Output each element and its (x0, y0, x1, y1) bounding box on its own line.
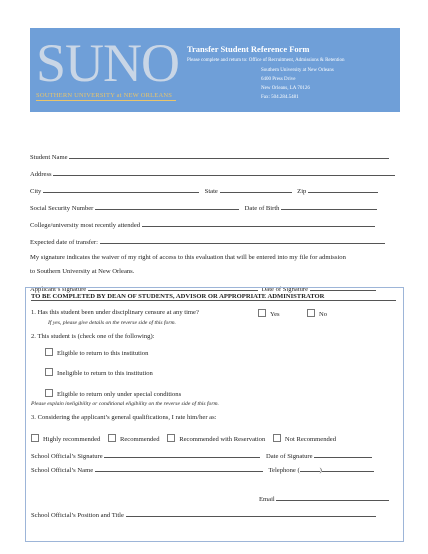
not-recommended-label: Not Recommended (284, 436, 337, 443)
eligible-checkbox[interactable] (45, 348, 53, 356)
ineligible-label: Ineligible to return to this institution (57, 370, 153, 377)
email-label: Email (259, 496, 275, 503)
student-name-field[interactable] (69, 152, 389, 159)
college-row (30, 220, 375, 229)
reservation-checkbox[interactable] (167, 434, 175, 442)
rate-reservation-option[interactable] (167, 436, 265, 443)
rate-highly-option[interactable] (31, 436, 100, 443)
recommended-label: Recommended (119, 436, 160, 443)
city-state-zip-row (30, 186, 378, 195)
dob-field[interactable] (281, 203, 377, 210)
email-row (259, 494, 389, 503)
college-label: College/university most recently attended (30, 222, 141, 229)
signature-date-label: Date of Signature (261, 286, 309, 293)
city-field[interactable] (43, 186, 199, 193)
official-date-field[interactable] (314, 451, 372, 458)
q2-option-conditional[interactable] (45, 389, 181, 398)
official-name-row (31, 465, 374, 474)
transfer-date-field[interactable] (100, 237, 385, 244)
return-instructions: Please complete and return to: Office of Recruitment, Admissions & Retention (187, 58, 345, 63)
logo-text: SUNO (36, 33, 180, 93)
q1-yes-label: Yes (270, 311, 280, 318)
position-row (31, 510, 376, 519)
section-divider (31, 300, 396, 301)
telephone-field[interactable] (319, 465, 374, 474)
address-line-4: Fax: 504.284.5481 (261, 95, 299, 100)
applicant-signature-label: Applicant’s signature (30, 286, 87, 293)
highly-recommended-label: Highly recommended (43, 436, 101, 443)
student-name-row (30, 152, 389, 161)
official-signature-label: School Official’s Signature (31, 453, 103, 460)
address-line-1: Southern University at New Orleans (261, 68, 334, 73)
official-signature-field[interactable] (104, 451, 260, 458)
address-line-3: New Orleans, LA 70126 (261, 86, 310, 91)
ineligible-checkbox[interactable] (45, 368, 53, 376)
transfer-date-row (30, 237, 385, 246)
eligible-label: Eligible to return to this institution (57, 350, 149, 357)
conditional-label: Eligible to return only under special conditions (57, 391, 182, 398)
logo-underline (36, 100, 176, 101)
official-signature-row (31, 451, 372, 460)
rating-options (31, 434, 336, 443)
position-label: School Official’s Position and Title (31, 512, 124, 519)
question-3: 3. Considering the applicant’s general qualifications, I rate him/her as: (31, 414, 217, 421)
logo-subtext: SOUTHERN UNIVERSITY at NEW ORLEANS (36, 92, 173, 99)
not-recommended-checkbox[interactable] (273, 434, 281, 442)
telephone-area-field[interactable] (300, 465, 320, 472)
zip-field[interactable] (308, 186, 378, 193)
highly-recommended-checkbox[interactable] (31, 434, 39, 442)
position-field[interactable] (126, 510, 376, 517)
q1-yes-checkbox[interactable] (258, 309, 266, 317)
state-label: State (204, 188, 218, 195)
q2-option-eligible[interactable] (45, 348, 148, 357)
conditional-checkbox[interactable] (45, 389, 53, 397)
ssn-field[interactable] (95, 203, 239, 210)
email-field[interactable] (276, 494, 389, 501)
official-name-field[interactable] (95, 465, 263, 472)
city-label: City (30, 188, 42, 195)
section-title: TO BE COMPLETED BY DEAN OF STUDENTS, ADVISOR OR APPROPRIATE ADMINISTRATOR (31, 293, 325, 300)
q2-note: Please explain ineligibility or conditional eligibility on the reverse side of this form. (31, 401, 219, 407)
student-name-label: Student Name (30, 154, 68, 161)
q1-no-option[interactable] (307, 309, 327, 318)
state-field[interactable] (220, 186, 292, 193)
question-2: 2. This student is (check one of the following): (31, 333, 155, 340)
waiver-text-1: My signature indicates the waiver of my right of access to this evaluation that will be entered into my file for admission (30, 254, 346, 261)
suno-logo (30, 28, 180, 112)
college-field[interactable] (142, 220, 375, 227)
official-date-label: Date of Signature (265, 453, 313, 460)
address-line-2: 6400 Press Drive (261, 77, 296, 82)
question-1: 1. Has this student been under disciplinary censure at any time? (31, 309, 199, 316)
q1-yes-option[interactable] (258, 309, 280, 318)
q2-option-ineligible[interactable] (45, 368, 153, 377)
header-banner (30, 28, 400, 112)
zip-label: Zip (297, 188, 307, 195)
dob-label: Date of Birth (244, 205, 280, 212)
rate-not-option[interactable] (273, 436, 336, 443)
recommended-checkbox[interactable] (108, 434, 116, 442)
q1-note: If yes, please give details on the reverse side of this form. (48, 320, 176, 326)
telephone-label: Telephone ( (268, 467, 300, 474)
q1-no-label: No (319, 311, 328, 318)
telephone-close-paren: ) (319, 467, 322, 474)
address-label: Address (30, 171, 52, 178)
ssn-dob-row (30, 203, 377, 212)
q1-no-checkbox[interactable] (307, 309, 315, 317)
ssn-label: Social Security Number (30, 205, 94, 212)
reservation-label: Recommended with Reservation (179, 436, 266, 443)
address-row (30, 169, 395, 178)
form-title: Transfer Student Reference Form (187, 44, 310, 54)
waiver-text-2: to Southern University at New Orleans. (30, 268, 135, 275)
address-field[interactable] (53, 169, 395, 176)
transfer-date-label: Expected date of transfer: (30, 239, 98, 246)
rate-recommended-option[interactable] (108, 436, 160, 443)
official-name-label: School Official’s Name (31, 467, 94, 474)
